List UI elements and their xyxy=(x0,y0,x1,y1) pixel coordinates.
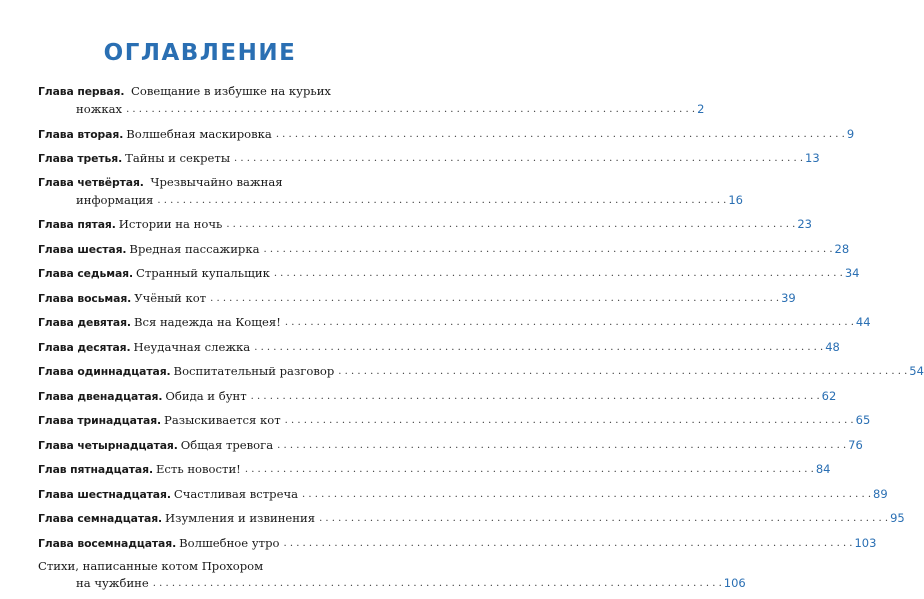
chapter-label: Глава одиннадцатая. xyxy=(38,365,171,378)
toc-entry[interactable] xyxy=(38,362,924,383)
dot-leader xyxy=(153,574,722,594)
dot-leader xyxy=(226,215,795,235)
page-number: 39 xyxy=(781,290,796,305)
page-number: 106 xyxy=(723,576,746,590)
toc-entry[interactable] xyxy=(38,509,905,530)
toc-entry-poems[interactable] xyxy=(38,558,746,595)
chapter-label: Глава вторая. xyxy=(38,127,124,141)
toc-entry[interactable] xyxy=(38,485,888,506)
toc-entry[interactable] xyxy=(38,215,812,236)
chapter-title: Вредная пассажирка xyxy=(129,241,260,256)
page-number: 65 xyxy=(855,413,871,427)
page-number: 76 xyxy=(848,437,863,452)
chapter-title: Обида и бунт xyxy=(165,388,247,403)
chapter-label: Глава десятая. xyxy=(38,340,131,354)
page-number: 48 xyxy=(825,339,840,354)
dot-leader xyxy=(285,313,854,333)
chapter-title: Странный купальщик xyxy=(135,266,270,280)
dot-leader xyxy=(126,100,695,120)
chapter-title: Чрезвычайно важная xyxy=(150,174,283,189)
dot-leader xyxy=(276,125,845,145)
chapter-label: Глава пятая. xyxy=(38,218,116,231)
chapter-label: Глава восьмая. xyxy=(38,291,132,305)
toc-entry[interactable] xyxy=(38,387,837,408)
page-number: 103 xyxy=(854,535,877,550)
dot-leader xyxy=(264,240,833,260)
chapter-label: Глава девятая. xyxy=(38,316,131,329)
chapter-title: Разыскивается кот xyxy=(164,413,281,427)
chapter-title: Истории на ночь xyxy=(118,217,223,231)
page-number: 9 xyxy=(846,126,855,141)
chapter-title-continued: на чужбине xyxy=(76,576,149,590)
chapter-title: Счастливая встреча xyxy=(173,486,299,501)
toc-entry[interactable] xyxy=(38,264,860,285)
toc-entry[interactable] xyxy=(38,534,877,555)
page-number: 84 xyxy=(815,462,831,476)
page-number: 44 xyxy=(855,315,871,329)
toc-entry[interactable] xyxy=(38,83,705,121)
dot-leader xyxy=(234,149,803,169)
page-number: 16 xyxy=(728,192,743,207)
page-number: 23 xyxy=(797,217,812,231)
chapter-label: Глава шестая. xyxy=(38,242,127,256)
chapter-title: Волшебное утро xyxy=(179,535,280,550)
toc-entry[interactable] xyxy=(38,289,796,310)
toc-entry[interactable] xyxy=(38,174,743,212)
chapter-title: Воспитательный разговор xyxy=(173,364,335,378)
chapter-title: Неудачная слежка xyxy=(133,339,251,354)
dot-leader xyxy=(338,362,907,382)
page-number: 34 xyxy=(844,266,860,280)
dot-leader xyxy=(210,289,779,309)
page-number: 95 xyxy=(890,511,905,525)
chapter-title: Изумления и извинения xyxy=(165,511,316,525)
page-number: 2 xyxy=(697,102,705,116)
toc-entry[interactable] xyxy=(38,338,840,359)
chapter-label: Глава семнадцатая. xyxy=(38,512,163,525)
chapter-title-continued: ножках xyxy=(76,102,123,116)
page-title: ОГЛАВЛЕНИЕ xyxy=(103,40,297,66)
dot-leader xyxy=(157,191,726,211)
toc-entry[interactable] xyxy=(38,436,863,457)
chapter-label: Глава восемнадцатая. xyxy=(38,536,177,550)
chapter-title: Стихи, написанные котом Прохором xyxy=(38,559,264,573)
chapter-title: Есть новости! xyxy=(155,462,241,476)
chapter-label: Глава тринадцатая. xyxy=(38,414,162,427)
chapter-title: Тайны и секреты xyxy=(125,151,231,165)
chapter-label: Глав пятнадцатая. xyxy=(38,463,153,476)
dot-leader xyxy=(245,460,814,480)
chapter-label: Глава седьмая. xyxy=(38,267,133,280)
chapter-label: Глава четвёртая. xyxy=(38,175,144,189)
dot-leader xyxy=(274,264,843,284)
dot-leader xyxy=(277,436,846,456)
toc-entry[interactable] xyxy=(38,313,871,334)
page-number: 62 xyxy=(821,388,837,403)
chapter-title: Общая тревога xyxy=(180,437,274,452)
toc-entry[interactable] xyxy=(38,125,855,146)
chapter-title: Учёный кот xyxy=(134,290,207,305)
toc-entry[interactable] xyxy=(38,149,820,170)
toc-list xyxy=(38,83,924,599)
chapter-label: Глава шестнадцатая. xyxy=(38,487,171,501)
chapter-label: Глава первая. xyxy=(38,85,125,98)
toc-entry[interactable] xyxy=(38,460,831,481)
page-number: 89 xyxy=(873,486,888,501)
dot-leader xyxy=(319,509,888,529)
chapter-title-continued: информация xyxy=(76,192,154,207)
dot-leader xyxy=(283,534,852,554)
toc-entry[interactable] xyxy=(38,240,850,261)
page-number: 13 xyxy=(805,151,820,165)
chapter-title: Совещание в избушке на курьих xyxy=(131,84,331,98)
page-number: 54 xyxy=(909,364,924,378)
chapter-label: Глава третья. xyxy=(38,152,123,165)
dot-leader xyxy=(254,338,823,358)
chapter-title: Вся надежда на Кощея! xyxy=(133,315,281,329)
dot-leader xyxy=(251,387,820,407)
chapter-label: Глава четырнадцатая. xyxy=(38,438,178,452)
page-number: 28 xyxy=(834,241,850,256)
dot-leader xyxy=(285,411,854,431)
dot-leader xyxy=(302,485,871,505)
chapter-label: Глава двенадцатая. xyxy=(38,389,163,403)
chapter-title: Волшебная маскировка xyxy=(126,126,272,141)
toc-entry[interactable] xyxy=(38,411,871,432)
